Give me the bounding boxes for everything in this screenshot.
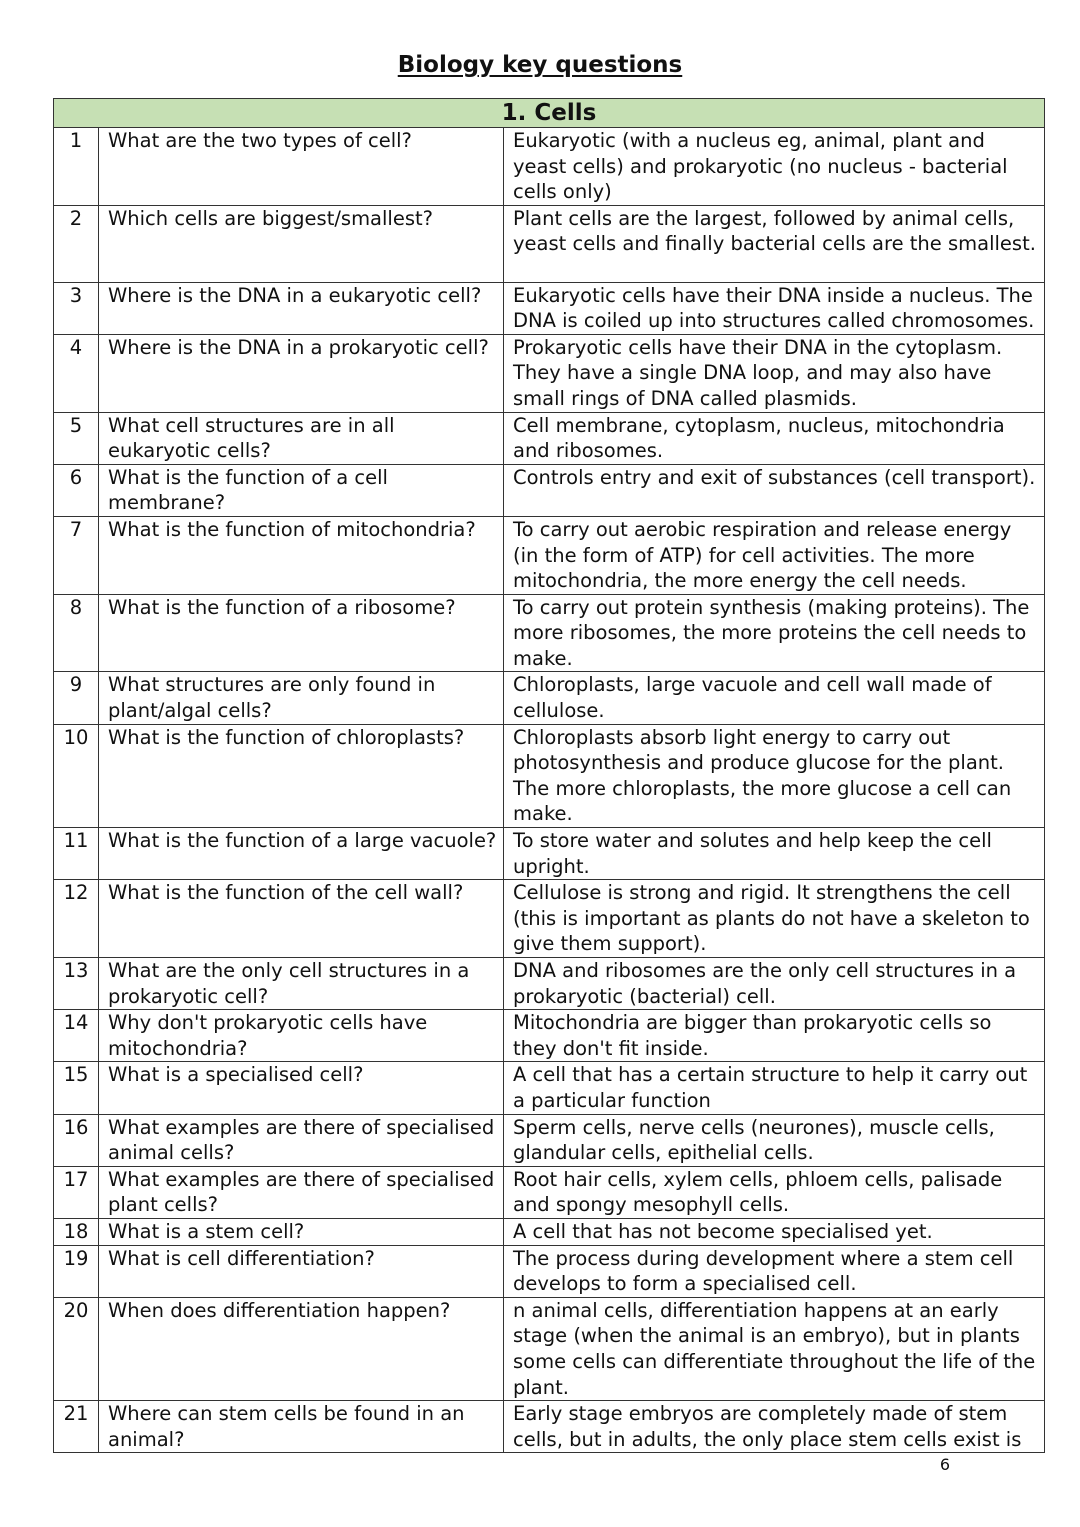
question-number: 19 <box>54 1245 99 1297</box>
question-number: 4 <box>54 334 99 412</box>
answer-text: Chloroplasts, large vacuole and cell wall made of cellulose. <box>504 672 1045 724</box>
answer-text: Mitochondria are bigger than prokaryotic cells so they don't fit inside. <box>504 1010 1045 1062</box>
answer-text: To carry out protein synthesis (making proteins). The more ribosomes, the more proteins the cell needs to make. <box>504 594 1045 672</box>
question-number: 21 <box>54 1401 99 1453</box>
table-row <box>54 880 1045 958</box>
table-row <box>54 1218 1045 1245</box>
question-number: 14 <box>54 1010 99 1062</box>
question-number: 6 <box>54 464 99 516</box>
answer-text: Eukaryotic (with a nucleus eg, animal, plant and yeast cells) and prokaryotic (no nucleus - bacterial cells only) <box>504 128 1045 206</box>
question-text: What is a stem cell? <box>99 1218 504 1245</box>
question-number: 7 <box>54 516 99 594</box>
answer-text: Cell membrane, cytoplasm, nucleus, mitochondria and ribosomes. <box>504 412 1045 464</box>
table-row <box>54 724 1045 827</box>
page-title: Biology key questions <box>397 52 683 78</box>
question-text: Why don't prokaryotic cells have mitochondria? <box>99 1010 504 1062</box>
question-text: Where is the DNA in a prokaryotic cell? <box>99 334 504 412</box>
question-text: What is the function of mitochondria? <box>99 516 504 594</box>
question-number: 8 <box>54 594 99 672</box>
question-text: What is the function of a cell membrane? <box>99 464 504 516</box>
table-row <box>54 1245 1045 1297</box>
answer-text: To store water and solutes and help keep the cell upright. <box>504 828 1045 880</box>
question-number: 20 <box>54 1297 99 1400</box>
answer-text: Sperm cells, nerve cells (neurones), muscle cells, glandular cells, epithelial cells. <box>504 1114 1045 1166</box>
question-number: 16 <box>54 1114 99 1166</box>
question-text: What examples are there of specialised animal cells? <box>99 1114 504 1166</box>
question-text: Which cells are biggest/smallest? <box>99 205 504 282</box>
question-text: What is the function of chloroplasts? <box>99 724 504 827</box>
section-header-row <box>54 99 1045 128</box>
question-text: What is the function of a ribosome? <box>99 594 504 672</box>
question-text: What is a specialised cell? <box>99 1062 504 1114</box>
answer-text: To carry out aerobic respiration and release energy (in the form of ATP) for cell activities. The more mitochondria, the more energy the cell needs. <box>504 516 1045 594</box>
question-number: 1 <box>54 128 99 206</box>
table-row <box>54 1401 1045 1453</box>
question-text: What is cell differentiation? <box>99 1245 504 1297</box>
answer-text: Plant cells are the largest, followed by animal cells, yeast cells and finally bacterial cells are the smallest. <box>504 205 1045 282</box>
question-text: What structures are only found in plant/algal cells? <box>99 672 504 724</box>
table-row <box>54 205 1045 282</box>
table-row <box>54 1114 1045 1166</box>
page-number: 6 <box>939 1455 951 1474</box>
table-row <box>54 1297 1045 1400</box>
question-text: Where can stem cells be found in an animal? <box>99 1401 504 1453</box>
question-number: 2 <box>54 205 99 282</box>
question-text: What cell structures are in all eukaryotic cells? <box>99 412 504 464</box>
table-row <box>54 128 1045 206</box>
section-title: 1. Cells <box>54 99 1045 128</box>
table-row <box>54 464 1045 516</box>
question-text: Where is the DNA in a eukaryotic cell? <box>99 282 504 334</box>
question-number: 9 <box>54 672 99 724</box>
table-row <box>54 282 1045 334</box>
question-number: 15 <box>54 1062 99 1114</box>
question-number: 11 <box>54 828 99 880</box>
answer-text: Eukaryotic cells have their DNA inside a nucleus. The DNA is coiled up into structures called chromosomes. <box>504 282 1045 334</box>
answer-text: Early stage embryos are completely made of stem cells, but in adults, the only place stem cells exist is <box>504 1401 1045 1453</box>
table-row <box>54 958 1045 1010</box>
question-number: 3 <box>54 282 99 334</box>
question-text: What are the two types of cell? <box>99 128 504 206</box>
answer-text: Root hair cells, xylem cells, phloem cells, palisade and spongy mesophyll cells. <box>504 1166 1045 1218</box>
table-row <box>54 828 1045 880</box>
answer-text: Controls entry and exit of substances (cell transport). <box>504 464 1045 516</box>
question-text: What is the function of a large vacuole? <box>99 828 504 880</box>
question-number: 10 <box>54 724 99 827</box>
table-row <box>54 516 1045 594</box>
question-number: 12 <box>54 880 99 958</box>
question-text: What is the function of the cell wall? <box>99 880 504 958</box>
table-row <box>54 1062 1045 1114</box>
question-text: When does differentiation happen? <box>99 1297 504 1400</box>
answer-text: The process during development where a stem cell develops to form a specialised cell. <box>504 1245 1045 1297</box>
table-row <box>54 1166 1045 1218</box>
answer-text: Chloroplasts absorb light energy to carry out photosynthesis and produce glucose for the plant. The more chloroplasts, the more glucose a cell can make. <box>504 724 1045 827</box>
answer-text: DNA and ribosomes are the only cell structures in a prokaryotic (bacterial) cell. <box>504 958 1045 1010</box>
questions-table <box>53 98 1045 1453</box>
table-row <box>54 334 1045 412</box>
answer-text: Prokaryotic cells have their DNA in the cytoplasm. They have a single DNA loop, and may also have small rings of DNA called plasmids. <box>504 334 1045 412</box>
table-row <box>54 1010 1045 1062</box>
table-row <box>54 412 1045 464</box>
question-number: 18 <box>54 1218 99 1245</box>
question-number: 13 <box>54 958 99 1010</box>
answer-text: A cell that has not become specialised yet. <box>504 1218 1045 1245</box>
question-number: 5 <box>54 412 99 464</box>
answer-text: A cell that has a certain structure to help it carry out a particular function <box>504 1062 1045 1114</box>
question-number: 17 <box>54 1166 99 1218</box>
question-text: What are the only cell structures in a prokaryotic cell? <box>99 958 504 1010</box>
question-text: What examples are there of specialised plant cells? <box>99 1166 504 1218</box>
answer-text: n animal cells, differentiation happens at an early stage (when the animal is an embryo), but in plants some cells can differentiate throughout the life of the plant. <box>504 1297 1045 1400</box>
table-row <box>54 594 1045 672</box>
answer-text: Cellulose is strong and rigid. It strengthens the cell (this is important as plants do not have a skeleton to give them support). <box>504 880 1045 958</box>
table-row <box>54 672 1045 724</box>
